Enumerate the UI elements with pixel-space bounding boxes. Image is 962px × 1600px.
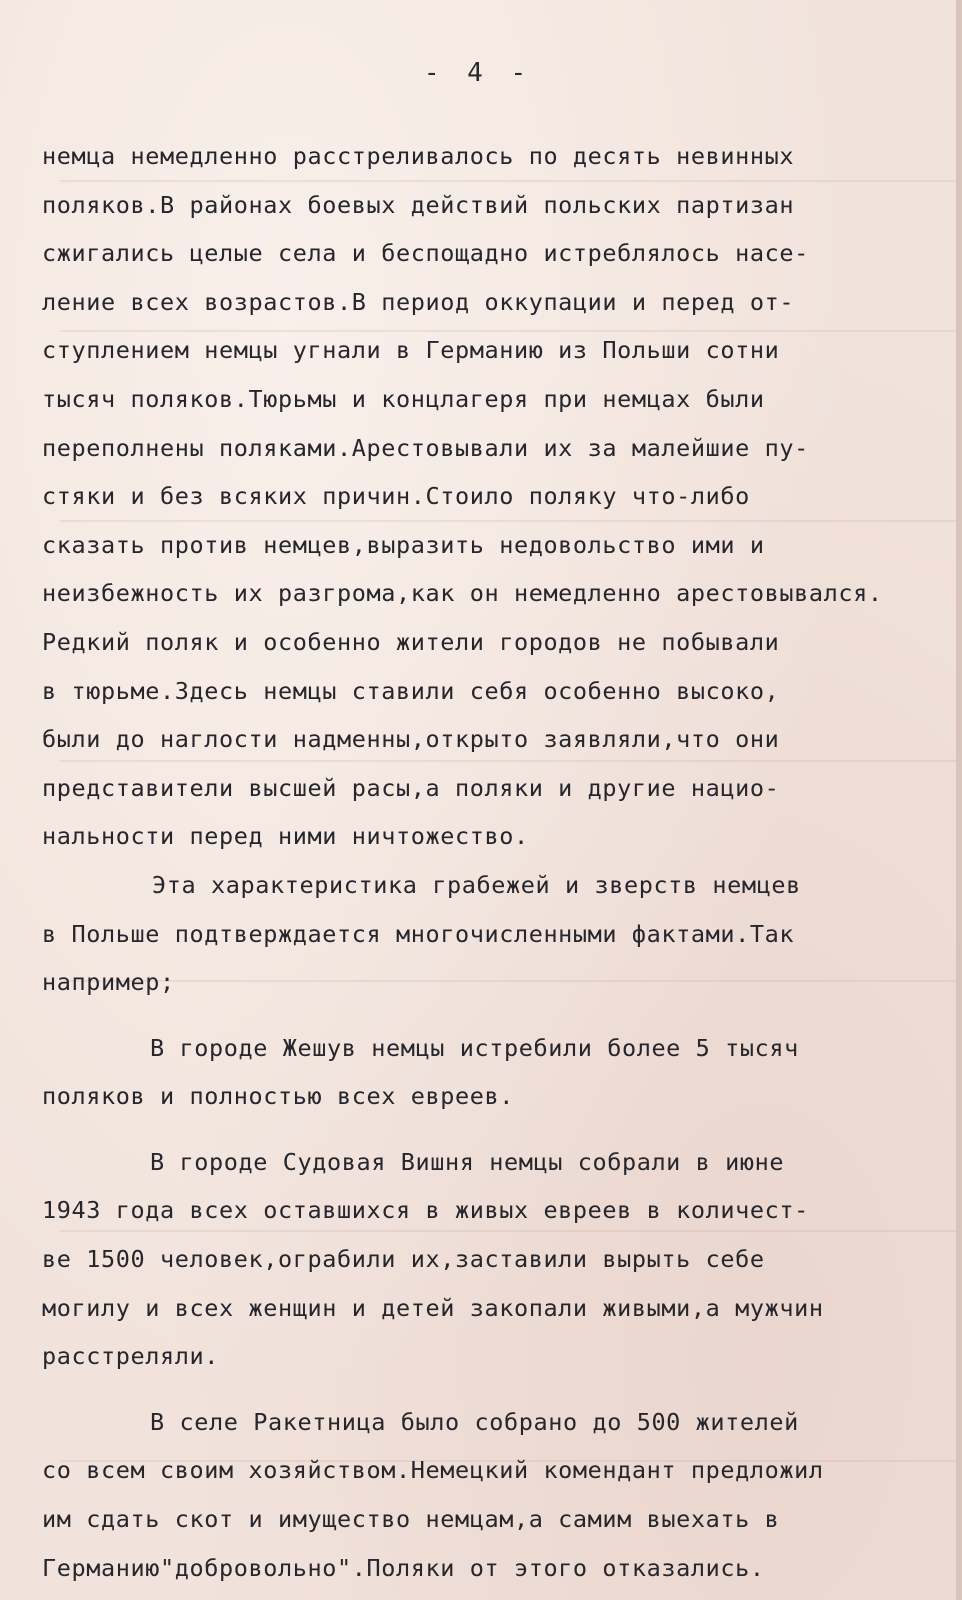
text-line: ве 1500 человек,ограбили их,заставили вырыть себе <box>42 1245 765 1274</box>
text-line: могилу и всех женщин и детей закопали живыми,а мужчин <box>42 1293 824 1322</box>
text-line: сказать против немцев,выразить недовольство ими и <box>42 530 765 559</box>
text-line: немца немедленно расстреливалось по десять невинных <box>42 142 795 170</box>
text-line: представители высшей расы,а поляки и другие нацио- <box>42 773 780 802</box>
text-line: например; <box>42 968 175 997</box>
text-line: В селе Ракетница было собрано до 500 жителей <box>150 1407 799 1436</box>
text-line: ступлением немцы угнали в Германию из Польши сотни <box>42 336 780 365</box>
text-line: В городе Жешув немцы истребили более 5 тысяч <box>150 1033 799 1062</box>
text-line: расстреляли. <box>42 1342 219 1371</box>
text-line: Эта характеристика грабежей и зверств немцев <box>152 870 801 899</box>
text-line: В городе Судовая Вишня немцы собрали в июне <box>150 1147 785 1176</box>
text-line: стяки и без всяких причин.Стоило поляку что-либо <box>42 482 750 511</box>
text-line: тысяч поляков.Тюрьмы и концлагеря при немцах были <box>42 384 765 413</box>
text-line: им сдать скот и имущество немцам,а самим выехать в <box>42 1505 780 1534</box>
text-line: поляков и полностью всех евреев. <box>42 1082 514 1111</box>
paragraph-gap <box>42 1381 922 1398</box>
text-line: нальности перед ними ничтожество. <box>42 822 529 851</box>
typewritten-body <box>42 132 922 1592</box>
text-line: в Польше подтверждается многочисленными фактами.Так <box>42 919 795 948</box>
paragraph-gap <box>42 1007 922 1024</box>
text-line: ление всех возрастов.В период оккупации и перед от- <box>42 287 795 316</box>
text-line: неизбежность их разгрома,как он немедленно арестовывался. <box>42 579 883 608</box>
page-number: - 4 - <box>423 58 533 88</box>
text-line: сжигались целые села и беспощадно истреблялось насе- <box>42 239 809 268</box>
text-line: со всем своим хозяйством.Немецкий комендант предложил <box>42 1456 824 1485</box>
text-line: Редкий поляк и особенно жители городов не побывали <box>42 627 780 656</box>
paragraph-gap <box>42 1121 922 1138</box>
text-line: переполнены поляками.Арестовывали их за малейшие пу- <box>42 433 809 462</box>
text-line: в тюрьме.Здесь немцы ставили себя особенно высоко, <box>42 676 780 705</box>
text-line: 1943 года всех оставшихся в живых евреев в количест- <box>42 1196 809 1225</box>
text-line: Германию"добровольно".Поляки от этого отказались. <box>42 1553 765 1582</box>
text-line: были до наглости надменны,открыто заявляли,что они <box>42 725 780 754</box>
text-line: поляков.В районах боевых действий польских партизан <box>42 190 795 219</box>
